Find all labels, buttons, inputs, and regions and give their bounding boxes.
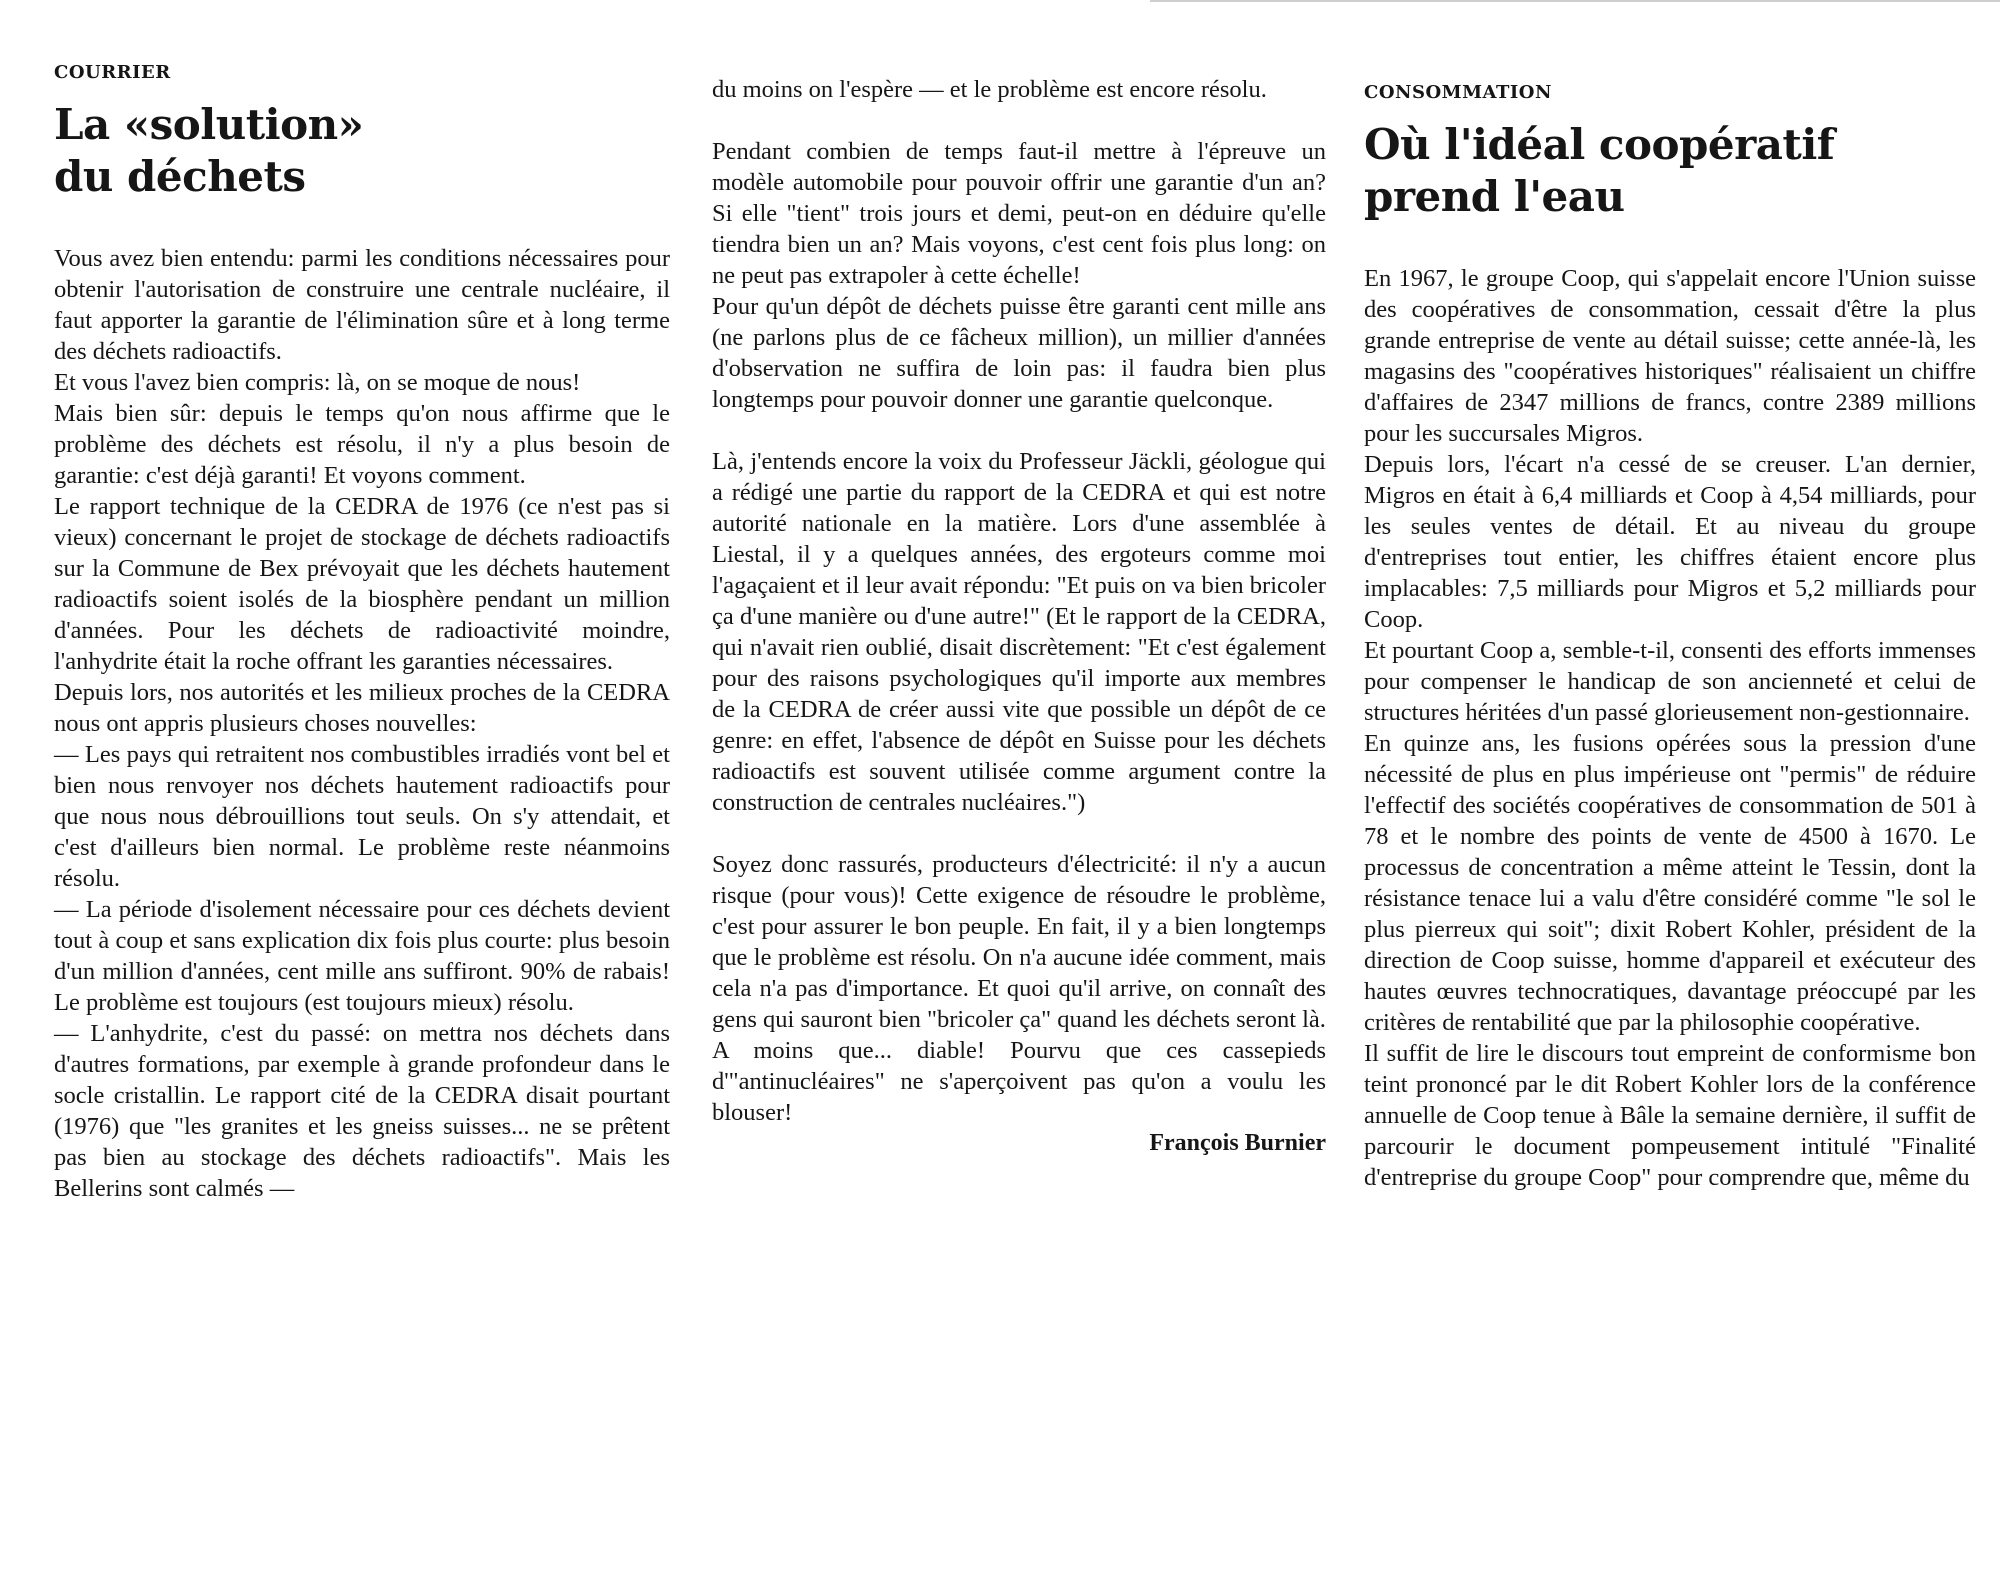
- article-paragraph: Soyez donc rassurés, producteurs d'électricité: il n'y a aucun risque (pour vous)! Cette exigence de résoudre le problème, c'est pour assurer le bon peuple. En fait, il y a bien longtemps que le problème est résolu. On n'a aucune idée comment, mais cela n'a pas d'importance. Et quoi qu'il arrive, on connaît des gens qui sauront bien "bricoler ça" quand les déchets seront là.: [712, 851, 1326, 1033]
- paragraph-gap: [712, 818, 1326, 849]
- headline-line: du déchets: [54, 152, 306, 201]
- article-paragraph: Il suffit de lire le discours tout empreint de conformisme bon teint prononcé par le dit Robert Kohler lors de la conférence annuelle de Coop tenue à Bâle la semaine dernière, il suffit de parcourir le document pompeusement intitulé "Finalité d'entreprise du groupe Coop" pour comprendre que, même du: [1364, 1040, 1976, 1191]
- article-paragraph: Pendant combien de temps faut-il mettre à l'épreuve un modèle automobile pour pouvoir offrir une garantie d'un an? Si elle "tient" trois jours et demi, peut-on en déduire qu'elle tiendra bien un an? Mais voyons, c'est cent fois plus long: on ne peut pas extrapoler à cette échelle!: [712, 138, 1326, 289]
- article-paragraph: du moins on l'espère — et le problème est encore résolu.: [712, 76, 1267, 103]
- article-paragraph: A moins que... diable! Pourvu que ces cassepieds d'"antinucléaires" ne s'aperçoivent pas qu'on a voulu les blouser!: [712, 1037, 1326, 1126]
- article-paragraph: Depuis lors, nos autorités et les milieux proches de la CEDRA nous ont appris plusieurs choses nouvelles:: [54, 679, 670, 737]
- article-paragraph: En 1967, le groupe Coop, qui s'appelait encore l'Union suisse des coopératives de consommation, cessait d'être la plus grande entreprise de vente au détail suisse; cette année-là, les magasins des "coopératives historiques" réalisaient un chiffre d'affaires de 2347 millions de francs, contre 2389 millions pour les succursales Migros.: [1364, 265, 1976, 447]
- page-edge-rule: [1150, 0, 2000, 2]
- article-headline: [1364, 119, 1976, 223]
- section-kicker: COURRIER: [54, 62, 171, 83]
- paragraph-gap: [712, 105, 1326, 136]
- article-paragraph: Pour qu'un dépôt de déchets puisse être garanti cent mille ans (ne parlons plus de ce fâcheux million), un millier d'années d'observation ne suffira de loin pas: il faudra bien plus longtemps pour pouvoir donner une garantie quelconque.: [712, 293, 1326, 413]
- headline-line: Où l'idéal coopératif: [1364, 120, 1835, 169]
- article-paragraph: Depuis lors, l'écart n'a cessé de se creuser. L'an dernier, Migros en était à 6,4 milliards et Coop à 4,54 milliards, pour les seules ventes de détail. Et au niveau du groupe d'entreprises tout entier, les chiffres étaient encore plus implacables: 7,5 milliards pour Migros et 5,2 milliards pour Coop.: [1364, 451, 1976, 633]
- section-kicker: CONSOMMATION: [1364, 82, 1552, 103]
- paragraph-gap: [712, 415, 1326, 446]
- article-paragraph: Et vous l'avez bien compris: là, on se moque de nous!: [54, 369, 581, 396]
- article-paragraph: — L'anhydrite, c'est du passé: on mettra nos déchets dans d'autres formations, par exemple à grande profondeur dans le socle cristallin. Le rapport cité de la CEDRA disait pourtant (1976) que "les granites et les gneiss suisses... ne se prêtent pas bien au stockage des déchets radioactifs". Mais les Bellerins sont calmés —: [54, 1020, 670, 1202]
- article-paragraph: — Les pays qui retraitent nos combustibles irradiés vont bel et bien nous renvoyer nos déchets hautement radioactifs pour que nous nous débrouillions tout seuls. On s'y attendait, et c'est d'ailleurs bien normal. Le problème reste néanmoins résolu.: [54, 741, 670, 892]
- article-paragraph: — La période d'isolement nécessaire pour ces déchets devient tout à coup et sans explication dix fois plus courte: plus besoin d'un million d'années, cent mille ans suffiront. 90% de rabais! Le problème est toujours (est toujours mieux) résolu.: [54, 896, 670, 1016]
- headline-line: La «solution»: [54, 100, 364, 149]
- author-signature: François Burnier: [1149, 1130, 1326, 1156]
- article-paragraph: En quinze ans, les fusions opérées sous la pression d'une nécessité de plus en plus impérieuse ont "permis" de réduire l'effectif des sociétés coopératives de consommation de 501 à 78 et le nombre des points de vente de 4500 à 1670. Le processus de concentration a même atteint le Tessin, dont la résistance tenace lui a valu d'être considéré comme "le sol le plus pierreux qui soit"; dixit Robert Kohler, président de la direction de Coop suisse, homme d'appareil et exécuteur des hautes œuvres technocratiques, davantage préoccupé par les critères de rentabilité que par la philosophie coopérative.: [1364, 730, 1976, 1036]
- article-courrier: [54, 62, 670, 1204]
- headline-line: prend l'eau: [1364, 172, 1625, 221]
- article-headline: [54, 99, 670, 203]
- article-courrier-continued: [712, 74, 1326, 1157]
- article-paragraph: Là, j'entends encore la voix du Professeur Jäckli, géologue qui a rédigé une partie du rapport de la CEDRA et qui est notre autorité nationale en la matière. Lors d'une assemblée à Liestal, il y a quelques années, des ergoteurs comme moi l'agaçaient et il leur avait répondu: "Et puis on va bien bricoler ça d'une manière ou d'une autre!" (Et le rapport de la CEDRA, qui n'avait rien oublié, disait discrètement: "Et c'est également pour des raisons psychologiques qu'il importe aux membres de la CEDRA de créer aussi vite que possible un dépôt de ce genre: en effet, l'absence de dépôt en Suisse pour les déchets radioactifs est souvent utilisée comme argument contre la construction de centrales nucléaires."): [712, 448, 1326, 816]
- article-paragraph: Et pourtant Coop a, semble-t-il, consenti des efforts immenses pour compenser le handicap de son ancienneté et celui de structures héritées d'un passé glorieusement non-gestionnaire.: [1364, 637, 1976, 726]
- article-paragraph: Mais bien sûr: depuis le temps qu'on nous affirme que le problème des déchets est résolu, il n'y a plus besoin de garantie: c'est déjà garanti! Et voyons comment.: [54, 400, 670, 489]
- article-paragraph: Vous avez bien entendu: parmi les conditions nécessaires pour obtenir l'autorisation de construire une centrale nucléaire, il faut apporter la garantie de l'élimination sûre et à long terme des déchets radioactifs.: [54, 245, 670, 365]
- article-paragraph: Le rapport technique de la CEDRA de 1976 (ce n'est pas si vieux) concernant le projet de stockage de déchets radioactifs sur la Commune de Bex prévoyait que les déchets hautement radioactifs soient isolés de la biosphère pendant un million d'années. Pour les déchets de radioactivité moindre, l'anhydrite était la roche offrant les garanties nécessaires.: [54, 493, 670, 675]
- article-consommation: [1364, 82, 1976, 1193]
